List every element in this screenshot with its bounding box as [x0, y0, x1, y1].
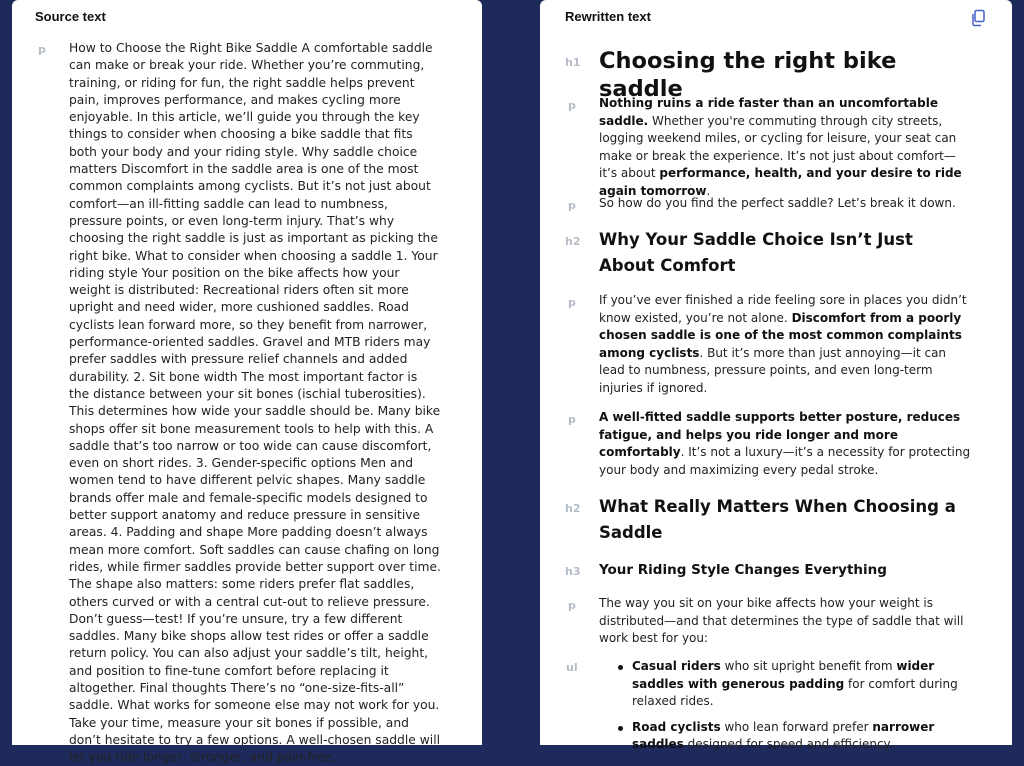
text-span: who lean forward prefer	[720, 719, 873, 734]
bold-span: Discomfort from a poorly chosen saddle is one of the most common complaints among cyclists	[599, 310, 962, 360]
rewritten-paragraph[interactable]	[599, 95, 973, 201]
bold-span: Casual riders	[632, 659, 721, 673]
bold-span: wider saddles with generous padding	[632, 659, 935, 691]
block-tag-p: p	[568, 199, 576, 212]
rewritten-heading-2[interactable]: What Really Matters When Choosing a Saddle	[599, 497, 956, 542]
source-text-panel	[12, 0, 482, 765]
block-tag-p: p	[568, 413, 576, 426]
rewritten-paragraph[interactable]	[599, 409, 973, 479]
bold-span: narrower saddles	[632, 719, 935, 752]
block-tag-h3: h3	[565, 565, 581, 578]
text-span: who sit upright benefit from	[720, 659, 897, 673]
rewritten-paragraph[interactable]: So how do you find the perfect saddle? Let’s break it down.	[599, 196, 956, 210]
rewritten-heading-3[interactable]: Your Riding Style Changes Everything	[599, 562, 887, 578]
rewritten-heading-1[interactable]: Choosing the right bike saddle	[599, 48, 897, 102]
list-item[interactable]	[599, 719, 973, 754]
block-tag-p: p	[38, 43, 46, 56]
text-span: for comfort during relaxed rides.	[632, 676, 958, 709]
bold-span: Nothing ruins a ride faster than an uncomfortable saddle.	[599, 96, 938, 128]
block-tag-p: p	[568, 296, 576, 309]
rewritten-heading-2[interactable]: Why Your Saddle Choice Isn’t Just About Comfort	[599, 230, 913, 275]
copy-icon[interactable]	[970, 9, 986, 27]
text-span: Whether you're commuting through city streets, logging weekend miles, or cycling for leisure, your seat can make or break the experience. It’s not just about comfort—it’s about	[599, 113, 957, 181]
text-span: If you’ve ever finished a ride feeling sore in places you didn’t know existed, you’re not alone.	[599, 293, 967, 325]
rewritten-list	[599, 658, 973, 762]
rewritten-paragraph[interactable]: The way you sit on your bike affects how your weight is distributed—and that determines the type of saddle that will work best for you:	[599, 596, 964, 646]
block-tag-p: p	[568, 599, 576, 612]
text-span: . But it’s more than just annoying—it can lead to numbness, pressure points, and even long-term injuries if ignored.	[599, 345, 947, 395]
text-span: designed for speed and efficiency.	[683, 737, 893, 752]
block-tag-h1: h1	[565, 56, 581, 69]
rewritten-panel-title: Rewritten text	[565, 9, 651, 24]
source-panel-title: Source text	[35, 9, 106, 24]
bold-span: Road cyclists	[632, 719, 721, 734]
block-tag-h2: h2	[565, 235, 581, 248]
rewritten-paragraph[interactable]	[599, 292, 973, 398]
source-paragraph[interactable]: How to Choose the Right Bike Saddle A comfortable saddle can make or break your ride. Whether you’re commuting, training, or riding for fun, the right saddle helps prevent pain, improves performance, and makes cycling more enjoyable. In this article, we’ll guide you through the key things to consider when choosing a bike saddle that fits both your body and your riding style. Why saddle choice matters Discomfort in the saddle area is one of the most common complaints among cyclists. But it’s not just about comfort—an ill-fitting saddle can lead to numbness, pressure points, or even long-term injury. That’s why choosing the right saddle is just as important as picking the right bike. What to consider when choosing a saddle 1. Your riding style Your position on the bike affects how your weight is distributed: Recreational riders often sit more upright and need wider, more cushioned saddles. Road cyclists lean forward more, so they benefit from narrower, performance-oriented saddles. Gravel and MTB riders may prefer saddles with pressure relief channels and added durability. 2. Sit bone width The most important factor is the distance between your sit bones (ischial tuberosities). This determines how wide your saddle should be. Many bike shops offer sit bone measurement tools to help with this. A saddle that’s too narrow or too wide can cause discomfort, even on short rides. 3. Gender-specific options Men and women tend to have different pelvic shapes. Many saddle brands offer male and female-specific models designed to better support anatomy and reduce pressure in sensitive areas. 4. Padding and shape More padding doesn’t always mean more comfort. Soft saddles can cause chafing on long rides, while firmer saddles provide better support over time. The shape also matters: some riders prefer flat saddles, others curved or with a central cut-out to relieve pressure. Don’t guess—test! If you’re unsure, try a few different saddles. Many bike shops allow test rides or offer a saddle return policy. You can also adjust your saddle’s tilt, height, and position to fine-tune comfort before replacing it altogether. Final thoughts There’s no “one-size-fits-all” saddle. What works for someone else may not work for you. Take your time, measure your sit bones if possible, and don’t hesitate to try a few options. A well-chosen saddle will let you ride longer, stronger, and pain-free.	[69, 41, 441, 765]
block-tag-p: p	[568, 99, 576, 112]
text-span: . It’s not a luxury—it’s a necessity for protecting your body and maximizing every pedal stroke.	[599, 445, 971, 477]
rewritten-text-panel	[540, 0, 1012, 752]
bold-span: A well-fitted saddle supports better posture, reduces fatigue, and helps you ride longer and more comfortably	[599, 410, 961, 460]
block-tag-h2: h2	[565, 502, 581, 515]
block-tag-ul: ul	[566, 661, 578, 674]
text-span: .	[706, 183, 711, 198]
list-item[interactable]	[599, 658, 973, 711]
bold-span: performance, health, and your desire to ride again tomorrow	[599, 166, 962, 198]
